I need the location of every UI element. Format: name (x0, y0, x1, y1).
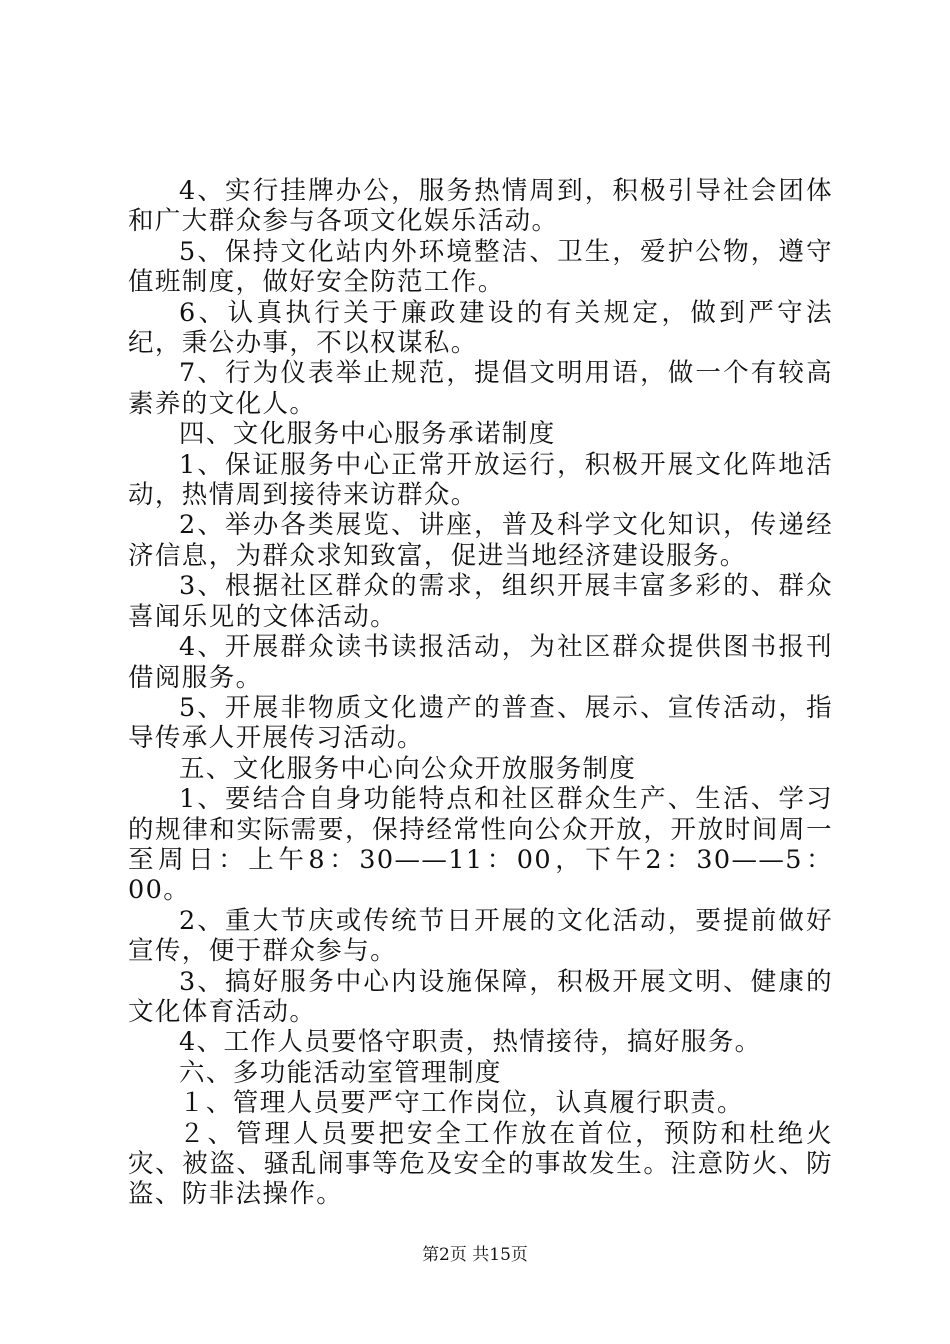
page-footer (0, 1244, 950, 1266)
paragraph: 4、开展群众读书读报活动，为社区群众提供图书报刊借阅服务。 (128, 632, 833, 693)
paragraph: 1、保证服务中心正常开放运行，积极开展文化阵地活动，热情周到接待来访群众。 (128, 449, 833, 511)
paragraph: 7、行为仪表举止规范，提倡文明用语，做一个有较高素养的文化人。 (128, 358, 833, 419)
section-heading: 四、文化服务中心服务承诺制度 (179, 419, 556, 450)
paragraph: 1、要结合自身功能特点和社区群众生产、生活、学习的规律和实际需要，保持经常性向公众开放，开放时间周一至周日：上午8：30——11：00，下午2：30——5：00。 (128, 784, 833, 906)
paragraph: 6、认真执行关于廉政建设的有关规定，做到严守法纪，秉公办事，不以权谋私。 (128, 297, 833, 359)
section-heading: 五、文化服务中心向公众开放服务制度 (179, 753, 637, 784)
page-number: 第2页 共15页 (422, 1245, 528, 1265)
document-body (128, 176, 833, 1210)
paragraph: 3、搞好服务中心内设施保障，积极开展文明、健康的文化体育活动。 (128, 966, 833, 1027)
paragraph: 5、保持文化站内外环境整洁、卫生，爱护公物，遵守值班制度，做好安全防范工作。 (128, 236, 833, 298)
paragraph: 2、举办各类展览、讲座，普及科学文化知识，传递经济信息，为群众求知致富，促进当地经济建设服务。 (128, 510, 833, 571)
paragraph: 4、工作人员要恪守职责，热情接待，搞好服务。 (179, 1027, 762, 1058)
paragraph: ２、管理人员要把安全工作放在首位，预防和杜绝火灾、被盗、骚乱闹事等危及安全的事故发生。注意防火、防盗、防非法操作。 (128, 1118, 833, 1210)
paragraph: 3、根据社区群众的需求，组织开展丰富多彩的、群众喜闻乐见的文体活动。 (128, 571, 833, 632)
paragraph: 4、实行挂牌办公，服务热情周到，积极引导社会团体和广大群众参与各项文化娱乐活动。 (128, 176, 833, 237)
paragraph: １、管理人员要严守工作岗位，认真履行职责。 (179, 1088, 744, 1119)
paragraph: 5、开展非物质文化遗产的普查、展示、宣传活动，指导传承人开展传习活动。 (128, 692, 833, 754)
section-heading: 六、多功能活动室管理制度 (179, 1057, 502, 1088)
paragraph: 2、重大节庆或传统节日开展的文化活动，要提前做好宣传，便于群众参与。 (128, 905, 833, 967)
